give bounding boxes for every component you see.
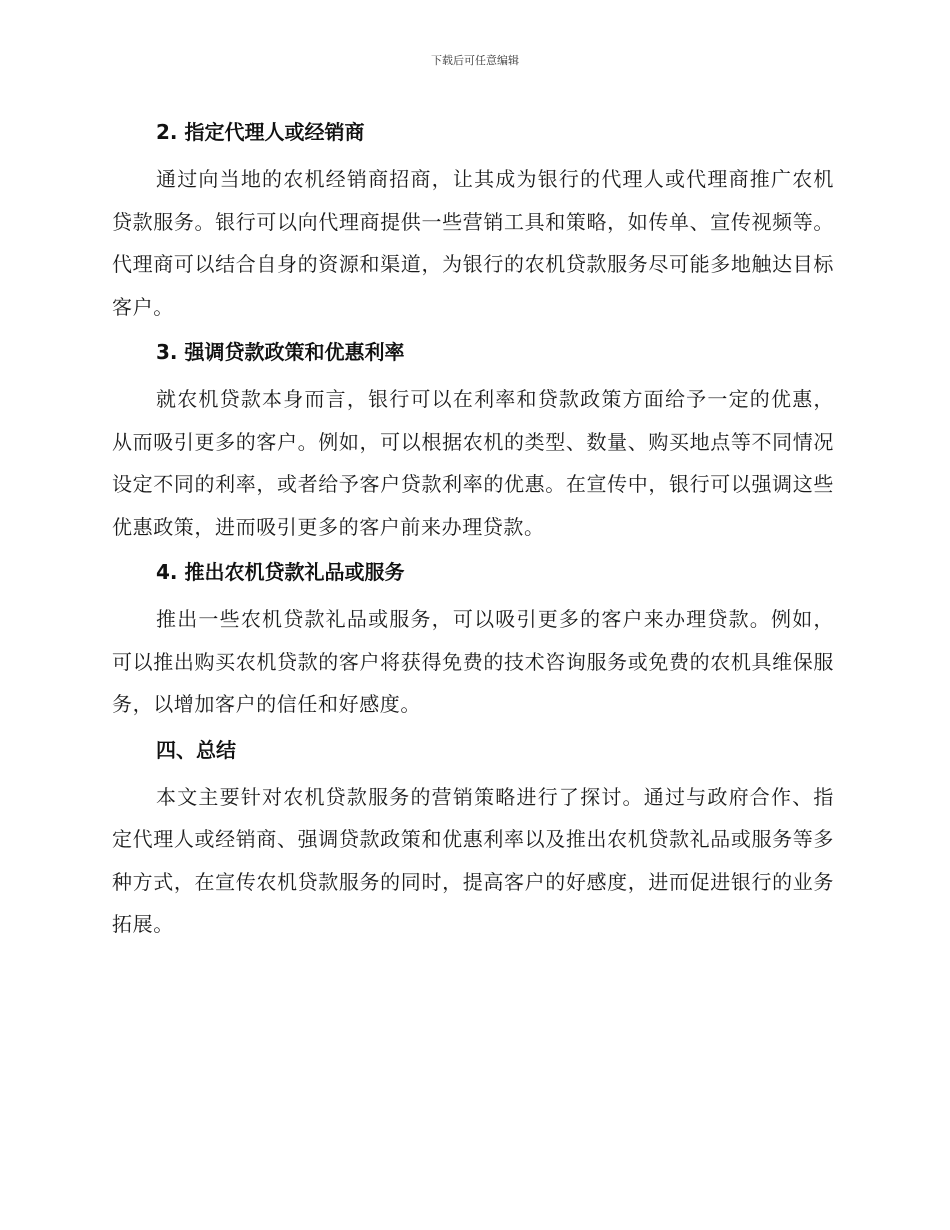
document-body xyxy=(112,112,834,946)
section-heading-gifts: 4. 推出农机贷款礼品或服务 xyxy=(156,560,405,584)
section-heading-policy: 3. 强调贷款政策和优惠利率 xyxy=(156,340,405,364)
section-paragraph-agents: 通过向当地的农机经销商招商，让其成为银行的代理人或代理商推广农机贷款服务。银行可以向代理商提供一些营销工具和策略，如传单、宣传视频等。代理商可以结合自身的资源和渠道，为银行的农机贷款服务尽可能多地触达目标客户。 xyxy=(112,167,834,319)
section-heading-summary: 四、总结 xyxy=(156,737,236,762)
section-paragraph-summary: 本文主要针对农机贷款服务的营销策略进行了探讨。通过与政府合作、指定代理人或经销商、强调贷款政策和优惠利率以及推出农机贷款礼品或服务等多种方式，在宣传农机贷款服务的同时，提高客户的好感度，进而促进银行的业务拓展。 xyxy=(112,784,834,936)
section-paragraph-gifts: 推出一些农机贷款礼品或服务，可以吸引更多的客户来办理贷款。例如，可以推出购买农机贷款的客户将获得免费的技术咨询服务或免费的农机具维保服务，以增加客户的信任和好感度。 xyxy=(112,607,834,716)
section-heading-agents: 2. 指定代理人或经销商 xyxy=(156,120,365,144)
section-paragraph-policy: 就农机贷款本身而言，银行可以在利率和贷款政策方面给予一定的优惠，从而吸引更多的客户。例如，可以根据农机的类型、数量、购买地点等不同情况设定不同的利率，或者给予客户贷款利率的优惠。在宣传中，银行可以强调这些优惠政策，进而吸引更多的客户前来办理贷款。 xyxy=(112,387,834,539)
page-header: 下载后可任意编辑 xyxy=(431,54,519,67)
